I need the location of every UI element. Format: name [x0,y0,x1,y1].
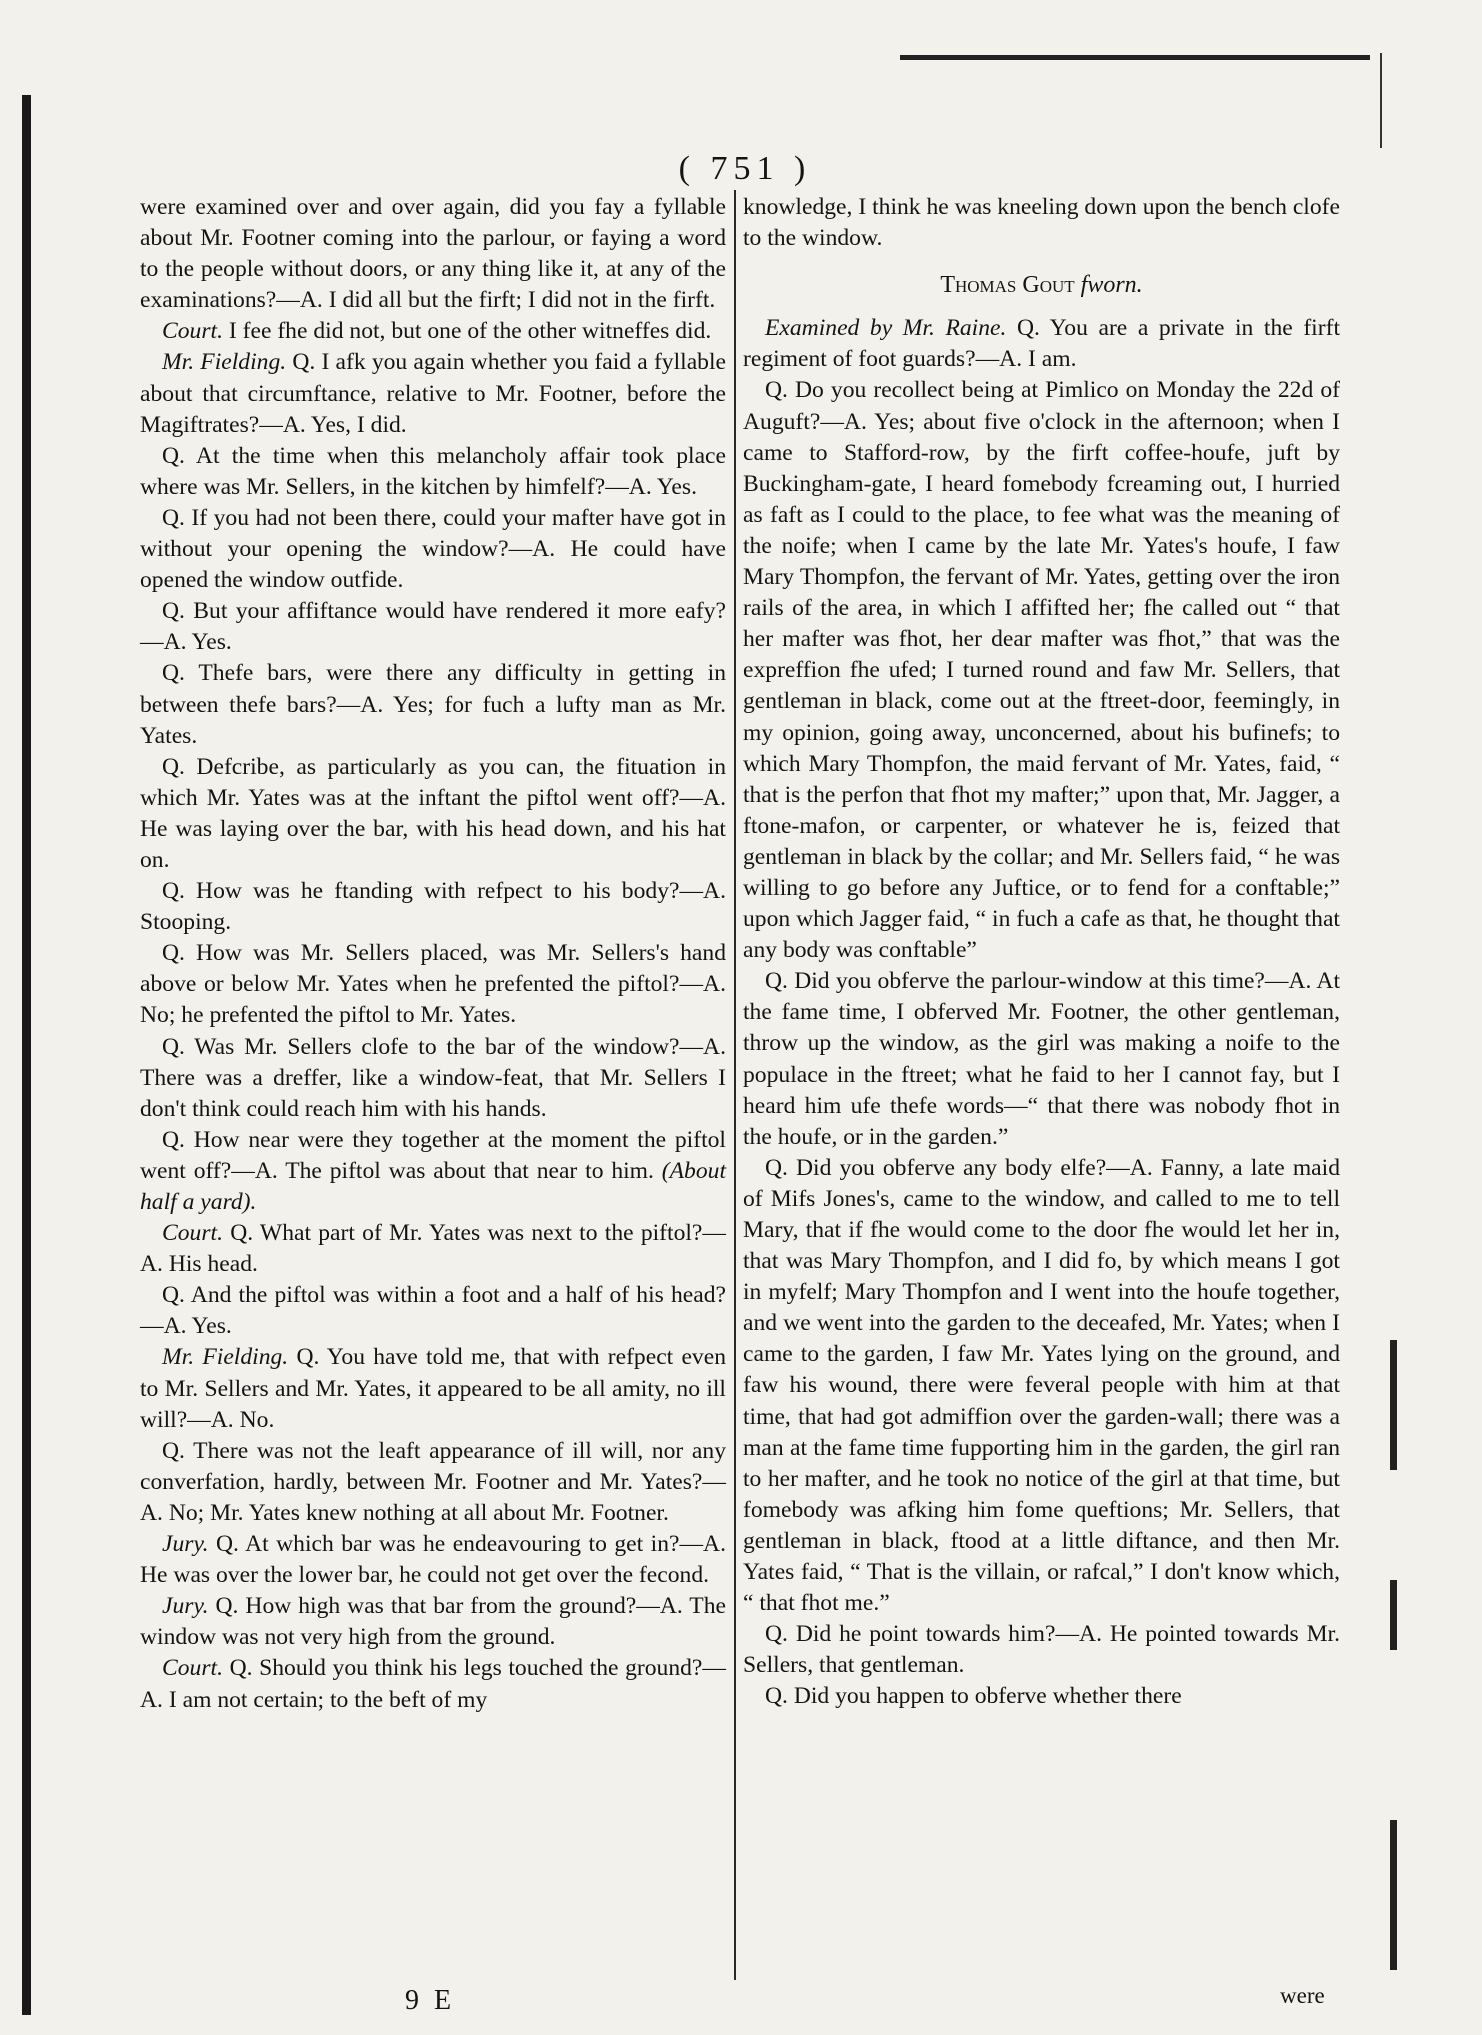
paragraph [140,876,726,938]
paragraph [140,1032,726,1125]
margin-mark [1390,1340,1397,1470]
paragraph-text: Q. At the time when this melancholy affair took place where was Mr. Sellers, in the kitchen by himfelf?—A. Yes. [140,442,726,500]
paragraph-text: Q. Did he point towards him?—A. He pointed towards Mr. Sellers, that gentleman. [743,1621,1340,1679]
signature-mark: 9 E [405,1985,456,2016]
paragraph [140,938,726,1031]
paragraph [140,752,726,876]
speaker-label: Mr. Fielding. [162,349,287,376]
paragraph-text: Q. You have told me, that with refpect even to Mr. Sellers and Mr. Yates, it appeared to be all amity, no ill will?—A. No. [140,1344,726,1433]
speaker-label: Court. [162,1220,223,1247]
paragraph [140,347,726,440]
paragraph [140,192,726,316]
paragraph [743,375,1340,966]
paragraph [743,1681,1340,1712]
left-column [140,192,726,1716]
speaker-label: Mr. Fielding. [162,1344,289,1371]
paragraph-text: Q. How high was that bar from the ground?—A. The window was not very high from the ground. [140,1593,726,1651]
paragraph [140,1591,726,1653]
paragraph [140,503,726,596]
catchword: were [1280,1983,1325,2008]
speaker-label: Jury. [162,1593,209,1620]
paragraph-text: I fee fhe did not, but one of the other witneffes did. [222,318,712,345]
paragraph [140,658,726,751]
paragraph-text: Q. Did you happen to obferve whether there [765,1683,1182,1710]
paragraph [743,1153,1340,1619]
paragraph [140,441,726,503]
paragraph-text: Q. And the piftol was within a foot and a half of his head?—A. Yes. [140,1282,726,1340]
paragraph [140,316,726,347]
page-number: ( 751 ) [678,150,812,187]
paragraph [743,313,1340,375]
paragraph-text: Q. But your affiftance would have rendered it more eafy?—A. Yes. [140,598,726,656]
paragraph [140,1280,726,1342]
paragraph-text: Q. Was Mr. Sellers clofe to the bar of the window?—A. There was a dreffer, like a window-feat, that Mr. Sellers I don't think could reach him with his hands. [140,1033,726,1122]
paragraph [140,1436,726,1529]
top-rule [900,55,1370,60]
paragraph [743,192,1340,254]
paragraph-text: Q. There was not the leaft appearance of ill will, nor any converfation, hardly, between Mr. Footner and Mr. Yates?—A. No; Mr. Yates knew nothing at all about Mr. Footner. [140,1437,726,1526]
paragraph-text: Q. What part of Mr. Yates was next to the piftol?—A. His head. [140,1220,726,1278]
paragraph-text: Q. Defcribe, as particularly as you can, the fituation in which Mr. Yates was at the inftant the piftol went off?—A. He was laying over the bar, with his head down, and his hat on. [140,753,726,873]
witness-sworn: fworn. [1074,272,1143,299]
speaker-label: Court. [162,1655,223,1682]
paragraph [140,1218,726,1280]
paragraph-text: Q. Thefe bars, were there any difficulty in getting in between thefe bars?—A. Yes; for fuch a lufty man as Mr. Yates. [140,660,726,749]
column-divider [734,190,736,1980]
paragraph-text: Q. How was he ftanding with refpect to his body?—A. Stooping. [140,878,726,936]
witness-heading [743,270,1340,301]
paragraph-text: Q. How near were they together at the moment the piftol went off?—A. The piftol was about that near to him. [140,1126,726,1184]
speaker-label: Court. [162,318,223,345]
paragraph [140,596,726,658]
paragraph-text: Q. Do you recollect being at Pimlico on Monday the 22d of Auguft?—A. Yes; about five o'clock in the afternoon; when I came to Stafford-row, by the firft coffee-houfe, juft by Buckingham-gate, I heard fomebody fcreaming out, I hurried as faft as I could to the place, to fee what was the meaning of the noife; when I came by the late Mr. Yates's houfe, I faw Mary Thompfon, the fervant of Mr. Yates, getting over the iron rails of the area, in which I affifted her; fhe called out “ that her mafter was fhot, her dear mafter was fhot,” that was the expreffion fhe ufed; I turned round and faw Mr. Sellers, that gentleman in black, come out at the ftreet-door, feemingly, in my opinion, going away, unconcerned, about his bufinefs; to which Mary Thompfon, the maid fervant of Mr. Yates, faid, “ that is the perfon that fhot my mafter;” upon that, Mr. Jagger, a ftone-mafon, or carpenter, or whatever he is, feized that gentleman in black by the collar; and Mr. Sellers faid, “ he was willing to go before any Juftice, or to fend for a conftable;” upon which Jagger faid, “ in fuch a cafe as that, he thought that any body was conftable” [743,377,1340,964]
paragraph-text: Q. Did you obferve the parlour-window at this time?—A. At the fame time, I obferved Mr. Footner, the other gentleman, throw up the window, as the girl was making a noife to the populace in the ftreet; what he faid to her I cannot fay, but I heard him ufe thefe words—“ that there was nobody fhot in the houfe, or in the garden.” [743,968,1340,1150]
right-column [743,192,1340,1713]
paragraph-text: were examined over and over again, did you fay a fyllable about Mr. Footner coming into the parlour, or faying a word to the people without doors, or any thing like it, at any of the examinations?—A. I did all but the firft; I did not in the firft. [140,194,726,314]
paragraph-text: Q. At which bar was he endeavouring to get in?—A. He was over the lower bar, he could not get over the fecond. [140,1531,726,1589]
witness-name: Thomas Gout [940,272,1075,299]
paragraph [140,1653,726,1715]
binding-edge [22,95,31,2015]
paragraph-text: knowledge, I think he was kneeling down upon the bench clofe to the window. [743,194,1340,252]
paragraph [140,1529,726,1591]
paragraph-text: Q. You are a private in the firft regiment of foot guards?—A. I am. [743,315,1341,373]
paragraph [743,1619,1340,1681]
paragraph-text: Q. Did you obferve any body elfe?—A. Fanny, a late maid of Mifs Jones's, came to the window, and called to me to tell Mary, that if fhe would come to the door fhe would let her in, that was Mary Thompfon, and I did fo, by which means I got in myfelf; Mary Thompfon and I went into the houfe together, and we went into the garden to the deceafed, Mr. Yates; when I came to the garden, I faw Mr. Yates lying on the ground, and faw his wound, there were feveral people with him at that time, that had got admiffion over the garden-wall; there was a man at the fame time fupporting him in the garden, the girl ran to her mafter, and he took no notice of the girl at that time, but fomebody was afking him fome queftions; Mr. Sellers, that gentleman in black, ftood at a little diftance, and then Mr. Yates faid, “ That is the villain, or rafcal,” I don't know which, “ that fhot me.” [743,1154,1340,1617]
paragraph-text: Q. Should you think his legs touched the ground?—A. I am not certain; to the beft of my [140,1655,726,1713]
speaker-label: Examined by Mr. Raine. [765,315,1007,342]
paragraph [140,1342,726,1435]
margin-mark [1390,1580,1397,1650]
margin-mark [1390,1820,1397,1970]
paragraph-aside: (About half a yard). [140,1157,726,1215]
speaker-label: Jury. [162,1531,209,1558]
paragraph-text: Q. If you had not been there, could your mafter have got in without your opening the window?—A. He could have opened the window outfide. [140,504,726,594]
paragraph-text: Q. I afk you again whether you faid a fyllable about that circumftance, relative to Mr. Footner, before the Magiftrates?—A. Yes, I did. [140,349,727,438]
top-edge-mark [1380,53,1382,148]
paragraph [743,966,1340,1153]
paragraph-text: Q. How was Mr. Sellers placed, was Mr. Sellers's hand above or below Mr. Yates when he prefented the piftol?—A. No; he prefented the piftol to Mr. Yates. [140,940,726,1029]
paragraph [140,1125,726,1218]
